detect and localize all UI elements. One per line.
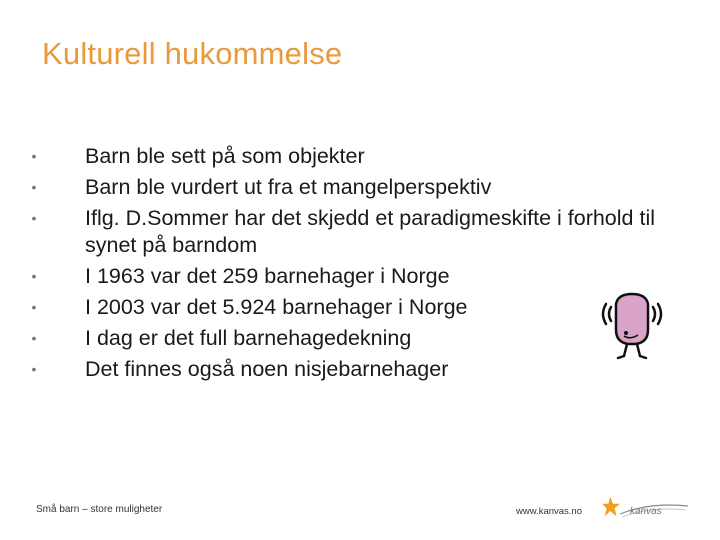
bullet-item: • Barn ble sett på som objekter bbox=[28, 141, 678, 172]
bullet-item: • Det finnes også noen nisjebarnehager bbox=[28, 354, 678, 385]
footer-left-text: Små barn – store muligheter bbox=[36, 504, 163, 515]
bullet-dot-icon: • bbox=[31, 330, 37, 346]
bullet-dot-icon: • bbox=[31, 361, 37, 377]
kanvas-logo-icon bbox=[600, 492, 692, 524]
footer-url: www.kanvas.no bbox=[516, 506, 583, 517]
slide-title: Kulturell hukommelse bbox=[42, 36, 343, 71]
bullet-item: • I 2003 var det 5.924 barnehager i Norge bbox=[28, 292, 678, 323]
bullet-item: • I 1963 var det 259 barnehager i Norge bbox=[28, 261, 678, 292]
bullet-dot-icon: • bbox=[31, 268, 37, 284]
bullet-dot-icon: • bbox=[31, 299, 37, 315]
speaking-head-figure-icon bbox=[596, 290, 668, 362]
bullet-item: • I dag er det full barnehagedekning bbox=[28, 323, 678, 354]
bullet-item: • Barn ble vurdert ut fra et mangelperspektiv bbox=[28, 172, 678, 203]
bullet-item: • Iflg. D.Sommer har det skjedd et paradigmeskifte i forhold til synet på barndom bbox=[28, 203, 678, 261]
bullet-list bbox=[28, 141, 678, 385]
bullet-dot-icon: • bbox=[31, 148, 37, 164]
bullet-dot-icon: • bbox=[31, 210, 37, 226]
bullet-dot-icon: • bbox=[31, 179, 37, 195]
svg-text:kanvas: kanvas bbox=[630, 506, 662, 517]
